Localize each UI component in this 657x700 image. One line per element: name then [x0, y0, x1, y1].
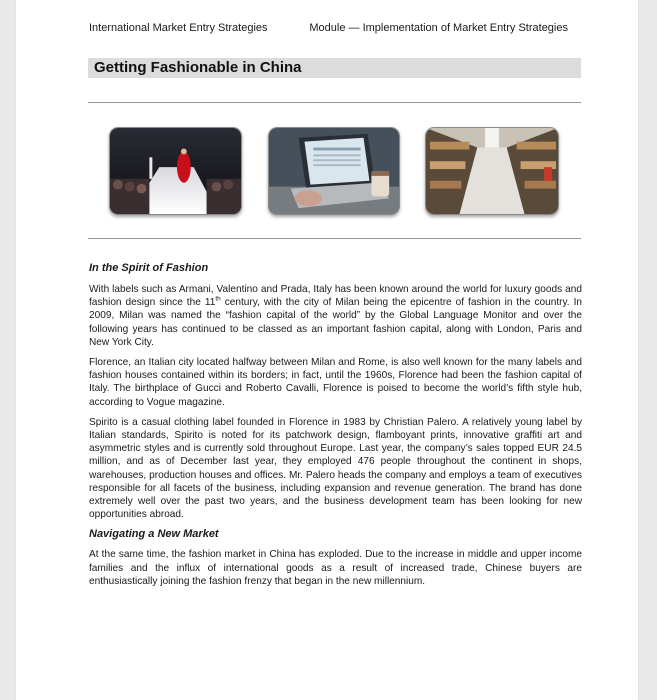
paragraph-china-market: At the same time, the fashion market in China has exploded. Due to the increase in middle and upper income families and the influx of international goods as a result of increased trade, Chinese buyers are enthusiastically joining the fashion frenzy that began in the new millennium.: [89, 549, 582, 587]
paragraph-spirito: Spirito is a casual clothing label founded in Florence in 1983 by Christian Palero. A relatively young label by Italian standards, Spirito is noted for its patchwork design, flamboyant prints, innovative graffiti art and asymmetric styles and is currently sold throughout Europe. Last year, the company’s sales topped EUR 24.5 million, and as of December last year, they employed 476 people throughout the continent in shops, warehouses, production houses and offices. Mr. Palero heads the company and employs a team of executives responsible for all facets of the business, including expansion and revenue generation. The brand has done extremely well over the past two years, and the business development team has been looking for new opportunities abroad.: [89, 416, 582, 521]
ordinal-suffix: th: [215, 295, 221, 303]
header-module-title: Module — Implementation of Market Entry Strategies: [309, 22, 568, 34]
fashion-runway-photo: [109, 127, 242, 215]
top-divider: [88, 102, 581, 103]
document-page: [16, 0, 638, 700]
page-title: Getting Fashionable in China: [88, 58, 581, 78]
warehouse-shelves-photo: [425, 127, 559, 215]
paragraph-florence: Florence, an Italian city located halfway between Milan and Rome, is also well known for the many labels and fashion houses contained within its borders; in fact, until the 1960s, Florence had been the fashion capital of Italy. The birthplace of Gucci and Roberto Cavalli, Florence is poised to become the world’s fifth style hub, according to Vogue magazine.: [89, 357, 582, 408]
page-header: [89, 22, 568, 36]
bottom-divider: [88, 238, 581, 239]
paragraph-italy-fashion: [89, 283, 582, 349]
paragraph-text: With labels such as Armani, Valentino and Prada, Italy has been known around the world for luxury goods and fashion design since the 11: [89, 284, 582, 309]
paragraph-text: century, with the city of Milan being the epicentre of fashion in the country. In 2009, Milan was named the “fashion capital of the world” by the Global Language Monitor and over the following years has continued to be classed as an important fashion capital, along with London, Paris and New York City.: [89, 297, 582, 348]
laptop-coffee-photo: [268, 127, 400, 215]
article-body: [89, 262, 582, 595]
section-heading-navigating: Navigating a New Market: [89, 528, 219, 541]
section-heading-spirit: In the Spirit of Fashion: [89, 262, 209, 274]
header-course-title: International Market Entry Strategies: [89, 22, 268, 34]
